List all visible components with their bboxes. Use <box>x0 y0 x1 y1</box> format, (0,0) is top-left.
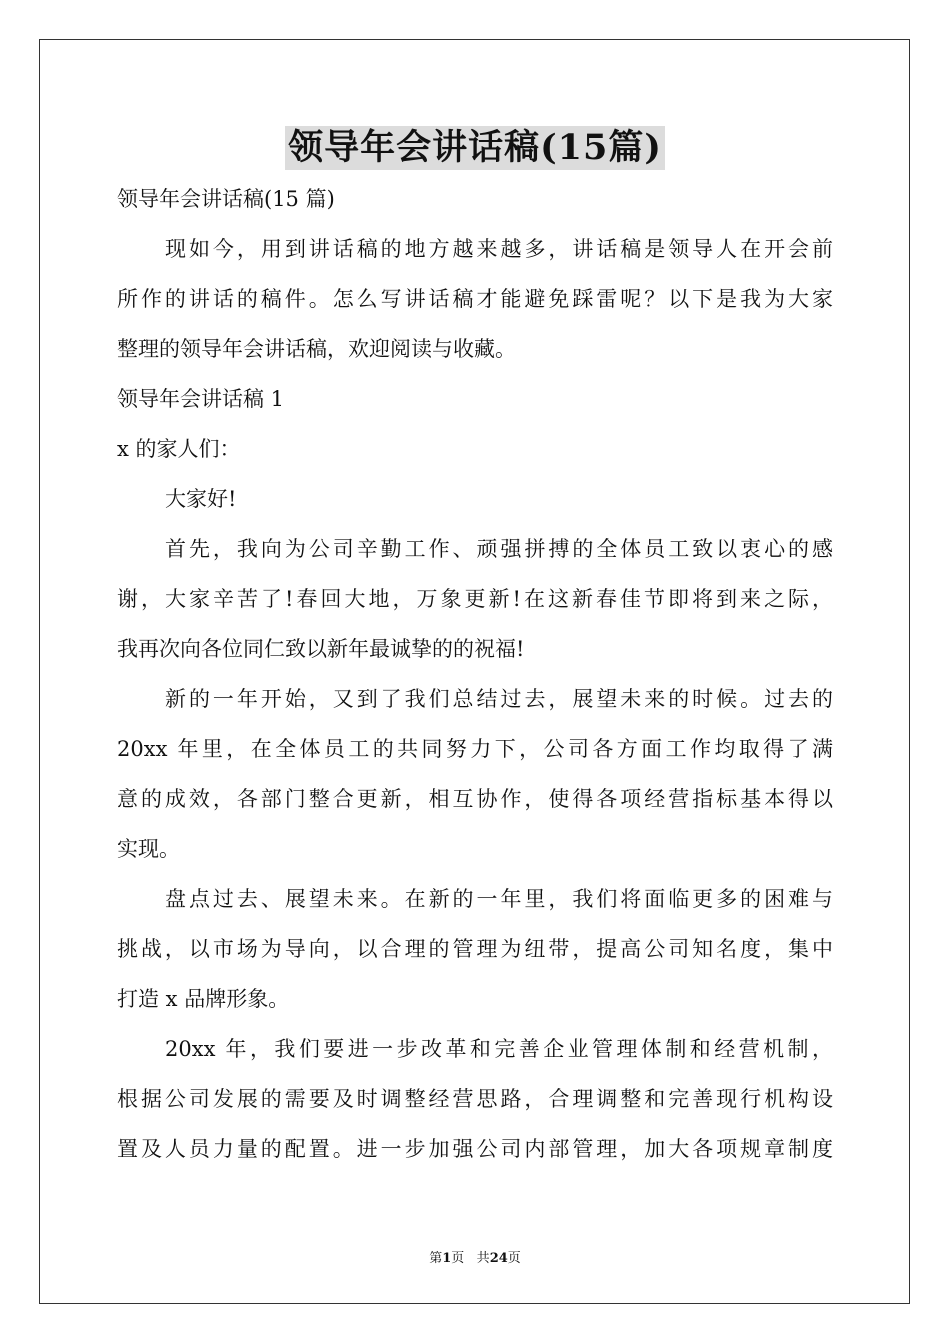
body-line: 置及人员力量的配置。进一步加强公司内部管理，加大各项规章制度 <box>117 1137 833 1161</box>
body-lines <box>117 232 833 1182</box>
total-pages: 24 <box>489 1251 508 1266</box>
body-line: 挑战，以市场为导向，以合理的管理为纽带，提高公司知名度，集中 <box>117 937 833 961</box>
document-body <box>117 182 833 1182</box>
body-line: 谢，大家辛苦了!春回大地，万象更新!在这新春佳节即将到来之际， <box>117 587 833 611</box>
document-subtitle: 领导年会讲话稿(15 篇) <box>117 187 335 211</box>
body-line: 20xx 年里，在全体员工的共同努力下，公司各方面工作均取得了满 <box>117 737 833 761</box>
body-line: 20xx 年，我们要进一步改革和完善企业管理体制和经营机制， <box>165 1037 833 1061</box>
body-line: 根据公司发展的需要及时调整经营思路，合理调整和完善现行机构设 <box>117 1087 833 1111</box>
body-line: 首先，我向为公司辛勤工作、顽强拼搏的全体员工致以衷心的感 <box>165 537 833 561</box>
page-footer <box>0 1247 950 1266</box>
body-line: 实现。 <box>117 837 180 861</box>
body-line: 新的一年开始，又到了我们总结过去，展望未来的时候。过去的 <box>165 687 833 711</box>
body-line: 打造 x 品牌形象。 <box>117 987 290 1011</box>
body-line: 现如今，用到讲话稿的地方越来越多，讲话稿是领导人在开会前 <box>165 237 833 261</box>
body-line: 意的成效，各部门整合更新，相互协作，使得各项经营指标基本得以 <box>117 787 833 811</box>
body-line: x 的家人们： <box>117 437 241 461</box>
body-line: 盘点过去、展望未来。在新的一年里，我们将面临更多的困难与 <box>165 887 833 911</box>
body-line: 大家好! <box>165 487 237 511</box>
document-title: 领导年会讲话稿(15篇) <box>285 126 665 170</box>
total-prefix: 共 <box>476 1251 490 1266</box>
body-line: 整理的领导年会讲话稿，欢迎阅读与收藏。 <box>117 337 516 361</box>
total-suffix: 页 <box>507 1251 521 1266</box>
body-line: 我再次向各位同仁致以新年最诚挚的的祝福! <box>117 637 525 661</box>
body-line: 所作的讲话的稿件。怎么写讲话稿才能避免踩雷呢？以下是我为大家 <box>117 287 833 311</box>
page-number: 1 <box>442 1251 452 1266</box>
page-prefix: 第 <box>429 1251 443 1266</box>
body-line: 领导年会讲话稿 1 <box>117 387 285 411</box>
title-wrap <box>0 126 950 170</box>
page-suffix: 页 <box>451 1251 465 1266</box>
